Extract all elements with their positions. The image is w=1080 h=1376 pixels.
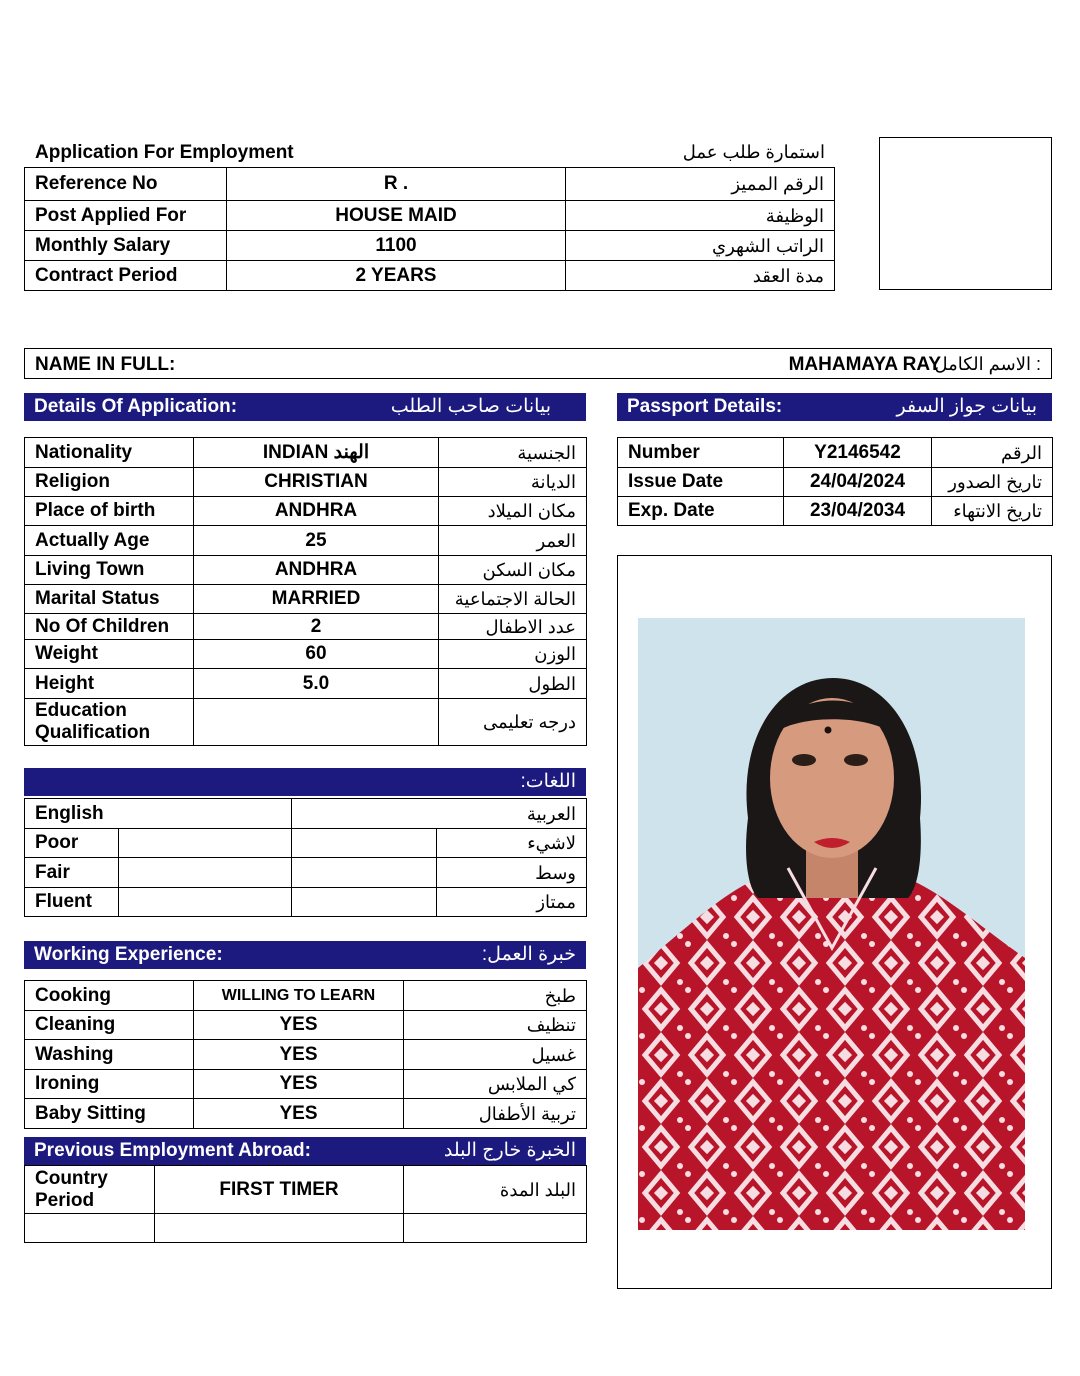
salary-label: Monthly Salary xyxy=(25,231,227,261)
right-eye xyxy=(844,754,868,766)
name-value: MAHAMAYA RAY xyxy=(788,354,941,375)
reference-value: R . xyxy=(227,168,566,201)
baby-sitting-label-arabic: تربية الأطفال xyxy=(404,1099,587,1129)
nationality-label-arabic: الجنسية xyxy=(439,438,587,468)
ironing-label-arabic: كي الملابس xyxy=(404,1070,587,1099)
bindi-mark xyxy=(825,727,832,734)
experience-table xyxy=(24,980,587,1129)
exp-date-label: Exp. Date xyxy=(618,497,784,526)
fair-arabic-cell xyxy=(292,858,437,888)
living-town-label-arabic: مكان السكن xyxy=(439,556,587,585)
education-value xyxy=(194,699,439,746)
post-label-arabic: الوظيفة xyxy=(566,201,835,231)
table-row xyxy=(25,1099,587,1129)
living-town-label: Living Town xyxy=(25,556,194,585)
issue-date-label: Issue Date xyxy=(618,468,784,497)
weight-label: Weight xyxy=(25,640,194,669)
exp-date-label-arabic: تاريخ الانتهاء xyxy=(932,497,1053,526)
weight-label-arabic: الوزن xyxy=(439,640,587,669)
marital-status-label: Marital Status xyxy=(25,585,194,614)
arabic-label: العربية xyxy=(292,799,587,829)
table-row xyxy=(25,497,587,526)
languages-header-bar xyxy=(24,768,586,796)
table-row xyxy=(618,468,1053,497)
contract-label: Contract Period xyxy=(25,261,227,291)
previous-employment-header-bar xyxy=(24,1137,586,1165)
empty-cell xyxy=(404,1214,587,1243)
table-row xyxy=(25,699,587,746)
name-row xyxy=(24,348,1052,379)
birthplace-label-arabic: مكان الميلاد xyxy=(439,497,587,526)
table-row xyxy=(25,1011,587,1040)
fluent-english-cell xyxy=(119,888,292,917)
exp-date-value: 23/04/2034 xyxy=(784,497,932,526)
table-row xyxy=(25,168,835,201)
cooking-label-arabic: طبخ xyxy=(404,981,587,1011)
form-title: Application For Employment xyxy=(35,142,294,163)
experience-title-arabic: خبرة العمل: xyxy=(481,944,576,965)
languages-title-arabic: اللغات: xyxy=(520,771,576,792)
nationality-label: Nationality xyxy=(25,438,194,468)
table-row xyxy=(618,438,1053,468)
passport-number-label-arabic: الرقم xyxy=(932,438,1053,468)
birthplace-value: ANDHRA xyxy=(194,497,439,526)
table-row xyxy=(25,1214,587,1243)
table-row xyxy=(25,858,587,888)
passport-number-label: Number xyxy=(618,438,784,468)
passport-number-value: Y2146542 xyxy=(784,438,932,468)
fair-label: Fair xyxy=(25,858,119,888)
passport-table xyxy=(617,437,1053,526)
small-photo-box xyxy=(879,137,1052,290)
passport-header-bar xyxy=(617,393,1052,421)
form-title-arabic: استمارة طلب عمل xyxy=(682,142,825,162)
washing-value: YES xyxy=(194,1040,404,1070)
washing-label: Washing xyxy=(25,1040,194,1070)
table-row xyxy=(25,526,587,556)
table-row xyxy=(25,829,587,858)
left-eye xyxy=(792,754,816,766)
details-table xyxy=(24,437,587,746)
age-label: Actually Age xyxy=(25,526,194,556)
fluent-label: Fluent xyxy=(25,888,119,917)
table-row xyxy=(25,201,835,231)
height-label: Height xyxy=(25,669,194,699)
table-row xyxy=(618,497,1053,526)
age-value: 25 xyxy=(194,526,439,556)
table-row xyxy=(25,585,587,614)
height-value: 5.0 xyxy=(194,669,439,699)
washing-label-arabic: غسيل xyxy=(404,1040,587,1070)
reference-label-arabic: الرقم المميز xyxy=(566,168,835,201)
details-header-bar xyxy=(24,393,586,421)
marital-status-value: MARRIED xyxy=(194,585,439,614)
fluent-arabic-cell xyxy=(292,888,437,917)
experience-title: Working Experience: xyxy=(34,944,223,965)
ironing-value: YES xyxy=(194,1070,404,1099)
previous-employment-table xyxy=(24,1165,587,1243)
contract-label-arabic: مدة العقد xyxy=(566,261,835,291)
passport-title-arabic: بيانات جواز السفر xyxy=(896,396,1037,417)
table-row xyxy=(25,1166,587,1214)
table-row xyxy=(25,799,587,829)
experience-header-bar xyxy=(24,941,586,969)
poor-arabic-cell xyxy=(292,829,437,858)
passport-title: Passport Details: xyxy=(627,396,783,417)
cleaning-label: Cleaning xyxy=(25,1011,194,1040)
religion-label-arabic: الديانة xyxy=(439,468,587,497)
children-label-arabic: عدد الاطفال xyxy=(439,614,587,640)
cleaning-value: YES xyxy=(194,1011,404,1040)
country-period-label-arabic: البلد المدة xyxy=(404,1166,587,1214)
age-label-arabic: العمر xyxy=(439,526,587,556)
nationality-value: INDIAN الهند xyxy=(194,438,439,468)
table-row xyxy=(25,231,835,261)
contract-value: 2 YEARS xyxy=(227,261,566,291)
education-label: Education Qualification xyxy=(25,699,194,746)
languages-table xyxy=(24,798,587,917)
table-row xyxy=(25,1040,587,1070)
name-label: NAME IN FULL: xyxy=(35,354,176,375)
salary-value: 1100 xyxy=(227,231,566,261)
post-value: HOUSE MAID xyxy=(227,201,566,231)
table-row xyxy=(25,888,587,917)
applicant-photo xyxy=(638,618,1025,1230)
cooking-value: WILLING TO LEARN xyxy=(194,981,404,1011)
religion-label: Religion xyxy=(25,468,194,497)
issue-date-value: 24/04/2024 xyxy=(784,468,932,497)
fair-english-cell xyxy=(119,858,292,888)
details-title-arabic: بيانات صاحب الطلب xyxy=(390,396,551,417)
salary-label-arabic: الراتب الشهري xyxy=(566,231,835,261)
country-period-value: FIRST TIMER xyxy=(155,1166,404,1214)
poor-label-arabic: لاشيء xyxy=(437,829,587,858)
dress-shape xyxy=(638,868,1025,1230)
fair-label-arabic: وسط xyxy=(437,858,587,888)
country-period-label: Country Period xyxy=(25,1166,155,1214)
religion-value: CHRISTIAN xyxy=(194,468,439,497)
name-label-arabic: : الاسم الكامل xyxy=(934,354,1041,374)
height-label-arabic: الطول xyxy=(439,669,587,699)
poor-english-cell xyxy=(119,829,292,858)
issue-date-label-arabic: تاريخ الصدور xyxy=(932,468,1053,497)
ironing-label: Ironing xyxy=(25,1070,194,1099)
table-row xyxy=(25,614,587,640)
table-row xyxy=(25,468,587,497)
birthplace-label: Place of birth xyxy=(25,497,194,526)
table-row xyxy=(25,981,587,1011)
table-row xyxy=(25,556,587,585)
poor-label: Poor xyxy=(25,829,119,858)
post-label: Post Applied For xyxy=(25,201,227,231)
children-label: No Of Children xyxy=(25,614,194,640)
table-row xyxy=(25,1070,587,1099)
table-row xyxy=(25,438,587,468)
reference-label: Reference No xyxy=(25,168,227,201)
empty-cell xyxy=(155,1214,404,1243)
weight-value: 60 xyxy=(194,640,439,669)
table-row xyxy=(25,669,587,699)
previous-employment-title-arabic: الخبرة خارج البلد xyxy=(443,1140,576,1161)
baby-sitting-label: Baby Sitting xyxy=(25,1099,194,1129)
fluent-label-arabic: ممتاز xyxy=(437,888,587,917)
empty-cell xyxy=(25,1214,155,1243)
english-label: English xyxy=(25,799,292,829)
reference-table xyxy=(24,167,835,291)
table-row xyxy=(25,640,587,669)
previous-employment-title: Previous Employment Abroad: xyxy=(34,1140,311,1161)
living-town-value: ANDHRA xyxy=(194,556,439,585)
children-value: 2 xyxy=(194,614,439,640)
cooking-label: Cooking xyxy=(25,981,194,1011)
marital-status-label-arabic: الحالة الاجتماعية xyxy=(439,585,587,614)
education-label-arabic: درجه تعليمى xyxy=(439,699,587,746)
baby-sitting-value: YES xyxy=(194,1099,404,1129)
details-title: Details Of Application: xyxy=(34,396,238,417)
cleaning-label-arabic: تنظيف xyxy=(404,1011,587,1040)
table-row xyxy=(25,261,835,291)
